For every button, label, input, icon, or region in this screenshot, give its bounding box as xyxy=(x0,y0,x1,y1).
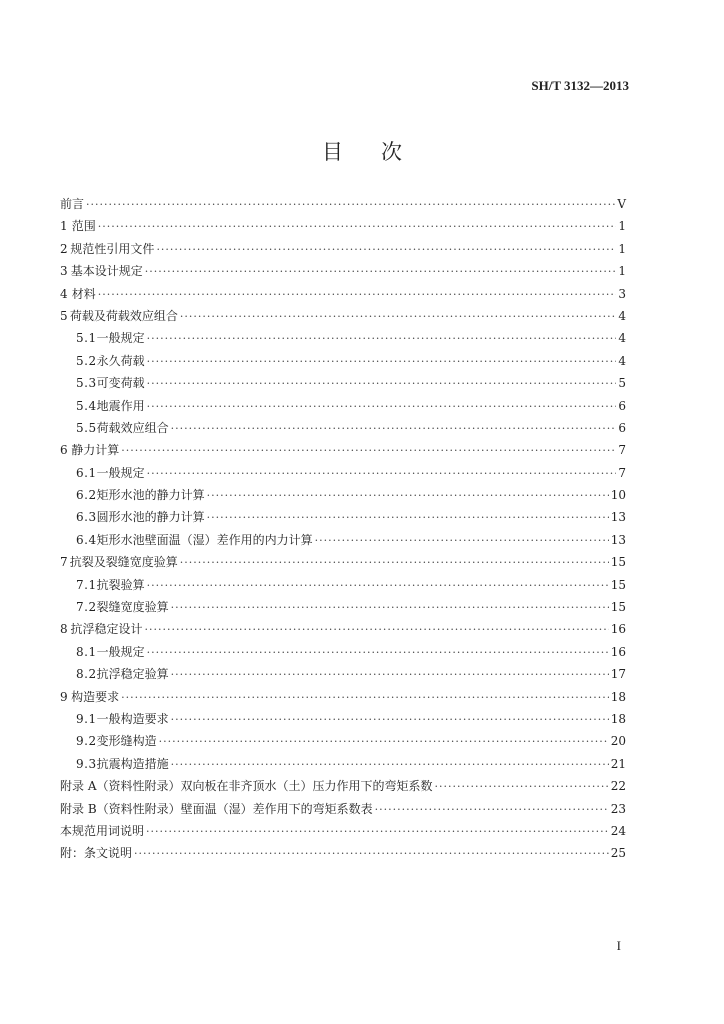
toc-entry[interactable] xyxy=(60,372,626,394)
toc-entry-title: 矩形水池的静力计算 xyxy=(96,488,205,503)
toc-entry-title: 附：条文说明 xyxy=(60,846,133,861)
toc-entry-page: 24 xyxy=(610,823,626,838)
toc-entry-page: 15 xyxy=(610,600,626,615)
toc-entry[interactable] xyxy=(60,462,626,484)
toc-entry-number: 6.4 xyxy=(76,532,97,547)
toc-leader-dots xyxy=(434,776,608,798)
toc-entry-title: 附录 B（资料性附录）壁面温（湿）差作用下的弯矩系数表 xyxy=(60,801,373,816)
toc-entry[interactable] xyxy=(60,305,626,327)
toc-entry-title: 抗震构造措施 xyxy=(96,756,169,771)
toc-leader-dots xyxy=(159,731,609,753)
toc-entry[interactable] xyxy=(60,641,626,663)
title-char-2: 次 xyxy=(381,140,402,164)
toc-entry-page: 1 xyxy=(618,219,626,234)
toc-leader-dots xyxy=(171,597,609,619)
toc-entry-page: V xyxy=(617,197,626,211)
toc-entry-title: 材料 xyxy=(71,286,96,301)
toc-entry-page: 13 xyxy=(610,532,626,547)
toc-entry-page: 23 xyxy=(610,801,626,816)
toc-entry-title: 矩形水池壁面温（湿）差作用的内力计算 xyxy=(96,532,313,547)
toc-entry-title: 一般规定 xyxy=(96,331,145,346)
toc-entry-title: 抗裂验算 xyxy=(96,577,145,592)
toc-entry[interactable] xyxy=(60,798,626,820)
toc-entry[interactable] xyxy=(60,506,626,528)
toc-entry-number: 9.3 xyxy=(76,756,97,771)
toc-entry-number: 5.2 xyxy=(76,353,97,368)
toc-entry-page: 25 xyxy=(610,846,626,861)
toc-entry-number: 5.1 xyxy=(76,331,97,346)
toc-entry-page: 15 xyxy=(610,555,626,570)
toc-entry-number: 5.4 xyxy=(76,398,97,413)
toc-entry-number: 5.3 xyxy=(76,376,97,391)
toc-leader-dots xyxy=(134,843,609,865)
toc-leader-dots xyxy=(147,328,616,350)
toc-entry[interactable] xyxy=(60,327,626,349)
toc-entry-page: 1 xyxy=(618,264,626,279)
toc-entry-page: 13 xyxy=(610,510,626,525)
toc-leader-dots xyxy=(180,552,609,574)
toc-entry-page: 4 xyxy=(618,331,626,346)
toc-leader-dots xyxy=(171,709,609,731)
toc-entry-page: 4 xyxy=(618,353,626,368)
toc-entry-page: 5 xyxy=(618,376,626,391)
toc-entry-number: 4 xyxy=(60,286,68,301)
toc-entry-title: 变形缝构造 xyxy=(96,734,157,749)
toc-entry-number: 7.2 xyxy=(76,600,97,615)
toc-leader-dots xyxy=(86,194,615,216)
title-char-1: 目 xyxy=(322,140,343,164)
toc-entry[interactable] xyxy=(60,238,626,260)
toc-entry-title: 抗裂及裂缝宽度验算 xyxy=(69,555,178,570)
toc-entry-page: 18 xyxy=(610,711,626,726)
toc-entry[interactable] xyxy=(60,820,626,842)
toc-entry[interactable] xyxy=(60,574,626,596)
toc-leader-dots xyxy=(145,261,616,283)
toc-leader-dots xyxy=(147,463,616,485)
toc-entry-title: 基本设计规定 xyxy=(70,264,143,279)
toc-entry[interactable] xyxy=(60,529,626,551)
toc-entry[interactable] xyxy=(60,193,626,215)
toc-entry[interactable] xyxy=(60,484,626,506)
toc-entry-page: 6 xyxy=(618,420,626,435)
toc-entry-title: 构造要求 xyxy=(71,689,120,704)
toc-entry-number: 6.1 xyxy=(76,465,97,480)
toc-entry[interactable] xyxy=(60,283,626,305)
toc-entry-title: 一般规定 xyxy=(96,465,145,480)
toc-entry-page: 7 xyxy=(618,443,626,458)
toc-entry-number: 6.3 xyxy=(76,510,97,525)
toc-entry-title: 荷载及荷载效应组合 xyxy=(69,308,178,323)
toc-entry[interactable] xyxy=(60,260,626,282)
table-of-contents xyxy=(60,193,626,865)
toc-entry[interactable] xyxy=(60,596,626,618)
toc-leader-dots xyxy=(180,306,616,328)
toc-entry[interactable] xyxy=(60,439,626,461)
toc-leader-dots xyxy=(146,821,609,843)
toc-entry-page: 15 xyxy=(610,577,626,592)
toc-entry-page: 10 xyxy=(610,488,626,503)
toc-entry-number: 8 xyxy=(60,622,68,637)
toc-leader-dots xyxy=(207,485,609,507)
toc-entry[interactable] xyxy=(60,618,626,640)
toc-entry-title: 本规范用词说明 xyxy=(60,823,145,838)
toc-entry-number: 5.5 xyxy=(76,420,97,435)
toc-entry-title: 规范性引用文件 xyxy=(70,241,155,256)
toc-leader-dots xyxy=(207,507,609,529)
toc-entry-title: 一般构造要求 xyxy=(96,711,169,726)
toc-entry-title: 静力计算 xyxy=(71,443,120,458)
toc-entry-page: 7 xyxy=(618,465,626,480)
toc-entry[interactable] xyxy=(60,708,626,730)
toc-leader-dots xyxy=(375,799,609,821)
toc-entry[interactable] xyxy=(60,551,626,573)
toc-entry-title: 裂缝宽度验算 xyxy=(96,600,169,615)
toc-entry[interactable] xyxy=(60,775,626,797)
toc-entry-title: 抗浮稳定验算 xyxy=(96,667,169,682)
toc-entry-number: 9.2 xyxy=(76,734,97,749)
toc-entry[interactable] xyxy=(60,350,626,372)
toc-entry-page: 16 xyxy=(610,622,626,637)
toc-leader-dots xyxy=(147,575,609,597)
page-title xyxy=(0,136,724,166)
toc-entry-title: 前言 xyxy=(60,197,85,211)
toc-entry-page: 20 xyxy=(610,734,626,749)
toc-entry-number: 8.2 xyxy=(76,667,97,682)
toc-entry-page: 21 xyxy=(610,756,626,771)
toc-leader-dots xyxy=(171,754,609,776)
toc-entry-title: 范围 xyxy=(71,219,96,234)
toc-entry-number: 9.1 xyxy=(76,711,97,726)
page-number: I xyxy=(616,938,621,953)
toc-leader-dots xyxy=(145,619,609,641)
toc-entry-number: 3 xyxy=(60,264,68,279)
toc-entry-page: 18 xyxy=(610,689,626,704)
toc-entry-number: 9 xyxy=(60,689,68,704)
toc-entry[interactable] xyxy=(60,663,626,685)
toc-entry-title: 一般规定 xyxy=(96,644,145,659)
toc-leader-dots xyxy=(147,351,616,373)
toc-entry-page: 3 xyxy=(618,286,626,301)
toc-entry-page: 6 xyxy=(618,398,626,413)
toc-leader-dots xyxy=(121,440,616,462)
toc-entry-title: 永久荷载 xyxy=(96,353,145,368)
toc-entry[interactable] xyxy=(60,417,626,439)
toc-entry-title: 附录 A（资料性附录）双向板在非齐顶水（土）压力作用下的弯矩系数 xyxy=(60,779,433,794)
toc-leader-dots xyxy=(147,396,616,418)
toc-leader-dots xyxy=(147,642,609,664)
toc-leader-dots xyxy=(121,687,609,709)
toc-entry-title: 圆形水池的静力计算 xyxy=(96,510,205,525)
toc-leader-dots xyxy=(315,530,609,552)
toc-entry[interactable] xyxy=(60,842,626,864)
toc-entry-title: 地震作用 xyxy=(96,398,145,413)
toc-entry-page: 4 xyxy=(618,308,626,323)
toc-entry-number: 8.1 xyxy=(76,644,97,659)
toc-entry-number: 7 xyxy=(60,555,68,570)
toc-entry[interactable] xyxy=(60,395,626,417)
toc-entry-number: 2 xyxy=(60,241,68,256)
toc-leader-dots xyxy=(147,373,616,395)
toc-entry[interactable] xyxy=(60,215,626,237)
toc-entry-page: 22 xyxy=(610,779,626,794)
toc-entry-page: 1 xyxy=(618,241,626,256)
standard-code: SH/T 3132—2013 xyxy=(531,78,629,93)
toc-entry-title: 抗浮稳定设计 xyxy=(70,622,143,637)
toc-leader-dots xyxy=(98,216,616,238)
toc-entry[interactable] xyxy=(60,753,626,775)
toc-entry-number: 1 xyxy=(60,219,68,234)
toc-entry-number: 7.1 xyxy=(76,577,97,592)
toc-entry-title: 可变荷载 xyxy=(96,376,145,391)
toc-leader-dots xyxy=(98,284,616,306)
toc-leader-dots xyxy=(171,418,616,440)
toc-entry-page: 16 xyxy=(610,644,626,659)
toc-leader-dots xyxy=(171,664,609,686)
toc-entry-number: 6 xyxy=(60,443,68,458)
toc-entry[interactable] xyxy=(60,730,626,752)
toc-entry-number: 6.2 xyxy=(76,488,97,503)
toc-leader-dots xyxy=(156,239,616,261)
toc-entry-page: 17 xyxy=(610,667,626,682)
toc-entry[interactable] xyxy=(60,686,626,708)
toc-entry-number: 5 xyxy=(60,308,68,323)
toc-entry-title: 荷载效应组合 xyxy=(96,420,169,435)
